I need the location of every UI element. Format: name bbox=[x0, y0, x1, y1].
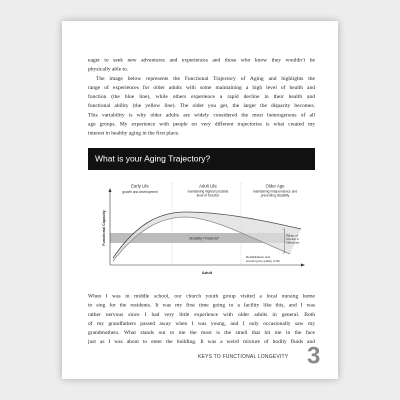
book-page bbox=[62, 21, 338, 379]
y-axis-arrow-icon bbox=[109, 188, 112, 192]
text-block-bottom bbox=[88, 292, 315, 347]
running-footer-title: KEYS TO FUNCTIONAL LONGEVITY bbox=[198, 354, 289, 360]
stage-label-older-age: Older Age bbox=[265, 183, 285, 189]
stage-label-adult-life: Adult Life bbox=[199, 183, 217, 189]
stage-note: maintaining highest possible bbox=[187, 189, 229, 194]
figure-banner bbox=[88, 148, 315, 170]
range-label-line: function in bbox=[286, 238, 300, 241]
stage-label-early-life: Early Life bbox=[131, 183, 149, 189]
rehab-label-line: ensuring the quality of life bbox=[246, 259, 281, 263]
paragraph-trajectory bbox=[88, 74, 315, 138]
figure-title: What is your Aging Trajectory? bbox=[95, 154, 211, 164]
text-line: rather nervous since I had very little experience with older adults in general. Both bbox=[88, 311, 315, 318]
page-number: 3 bbox=[307, 342, 321, 369]
paragraph-intro bbox=[88, 56, 315, 74]
text-line: functional ability (the yellow line). The older you get, the larger the disparity becomes. bbox=[88, 102, 315, 109]
text-line: physically able to. bbox=[88, 66, 129, 73]
text-line: grandmothers. What stands out to me the most is the smell that hit me in the face bbox=[88, 329, 315, 336]
text-line: of my grandfathers passed away when I was young, and I only occasionally saw my bbox=[88, 320, 315, 327]
aging-trajectory-diagram bbox=[88, 180, 315, 285]
text-block-top bbox=[88, 56, 315, 138]
disability-threshold-label: Disability Threshold* bbox=[189, 236, 219, 241]
y-axis-label: Functional Capacity bbox=[102, 210, 106, 246]
text-line: age groups. My experience with people on very different trajectories is what created my bbox=[88, 121, 315, 128]
range-label-line: Range of bbox=[286, 234, 298, 238]
x-axis-label: Adult bbox=[201, 270, 213, 275]
stage-note: growth and development bbox=[122, 190, 158, 194]
rehab-label-line: Rehabilitation and bbox=[246, 255, 271, 259]
stage-note: maintaining independence and bbox=[252, 189, 298, 194]
text-line: eager to seek new adventures and experiences and those who know they wouldn’t be bbox=[88, 57, 315, 63]
text-line: range of experiences for older adults with some maintaining a high level of health and bbox=[88, 84, 315, 91]
stage-note: level of function bbox=[196, 193, 220, 198]
text-line: This variability is why older adults are widely considered the most heterogenous of all bbox=[88, 111, 315, 118]
paragraph-story bbox=[88, 292, 315, 347]
x-axis-arrow-icon bbox=[301, 264, 305, 267]
text-line: The image below represents the Functional Trajectory of Aging and highlights the bbox=[96, 75, 315, 82]
text-line: interest in healthy aging in the first place. bbox=[88, 130, 180, 137]
text-line: When I was in middle school, our church youth group visited a local nursing home bbox=[88, 293, 315, 299]
text-line: function (the blue line), while others experience a rapid decline in their health and bbox=[88, 93, 315, 100]
text-line: to sing for the residents. It was my first time going to a facility like this, and I was bbox=[88, 302, 315, 309]
stage-note: preventing disability bbox=[260, 193, 290, 198]
text-line: just as I was about to enter the building. It was a weird mixture of bodily fluids and bbox=[88, 338, 315, 345]
range-label-line: individuals bbox=[286, 241, 300, 245]
